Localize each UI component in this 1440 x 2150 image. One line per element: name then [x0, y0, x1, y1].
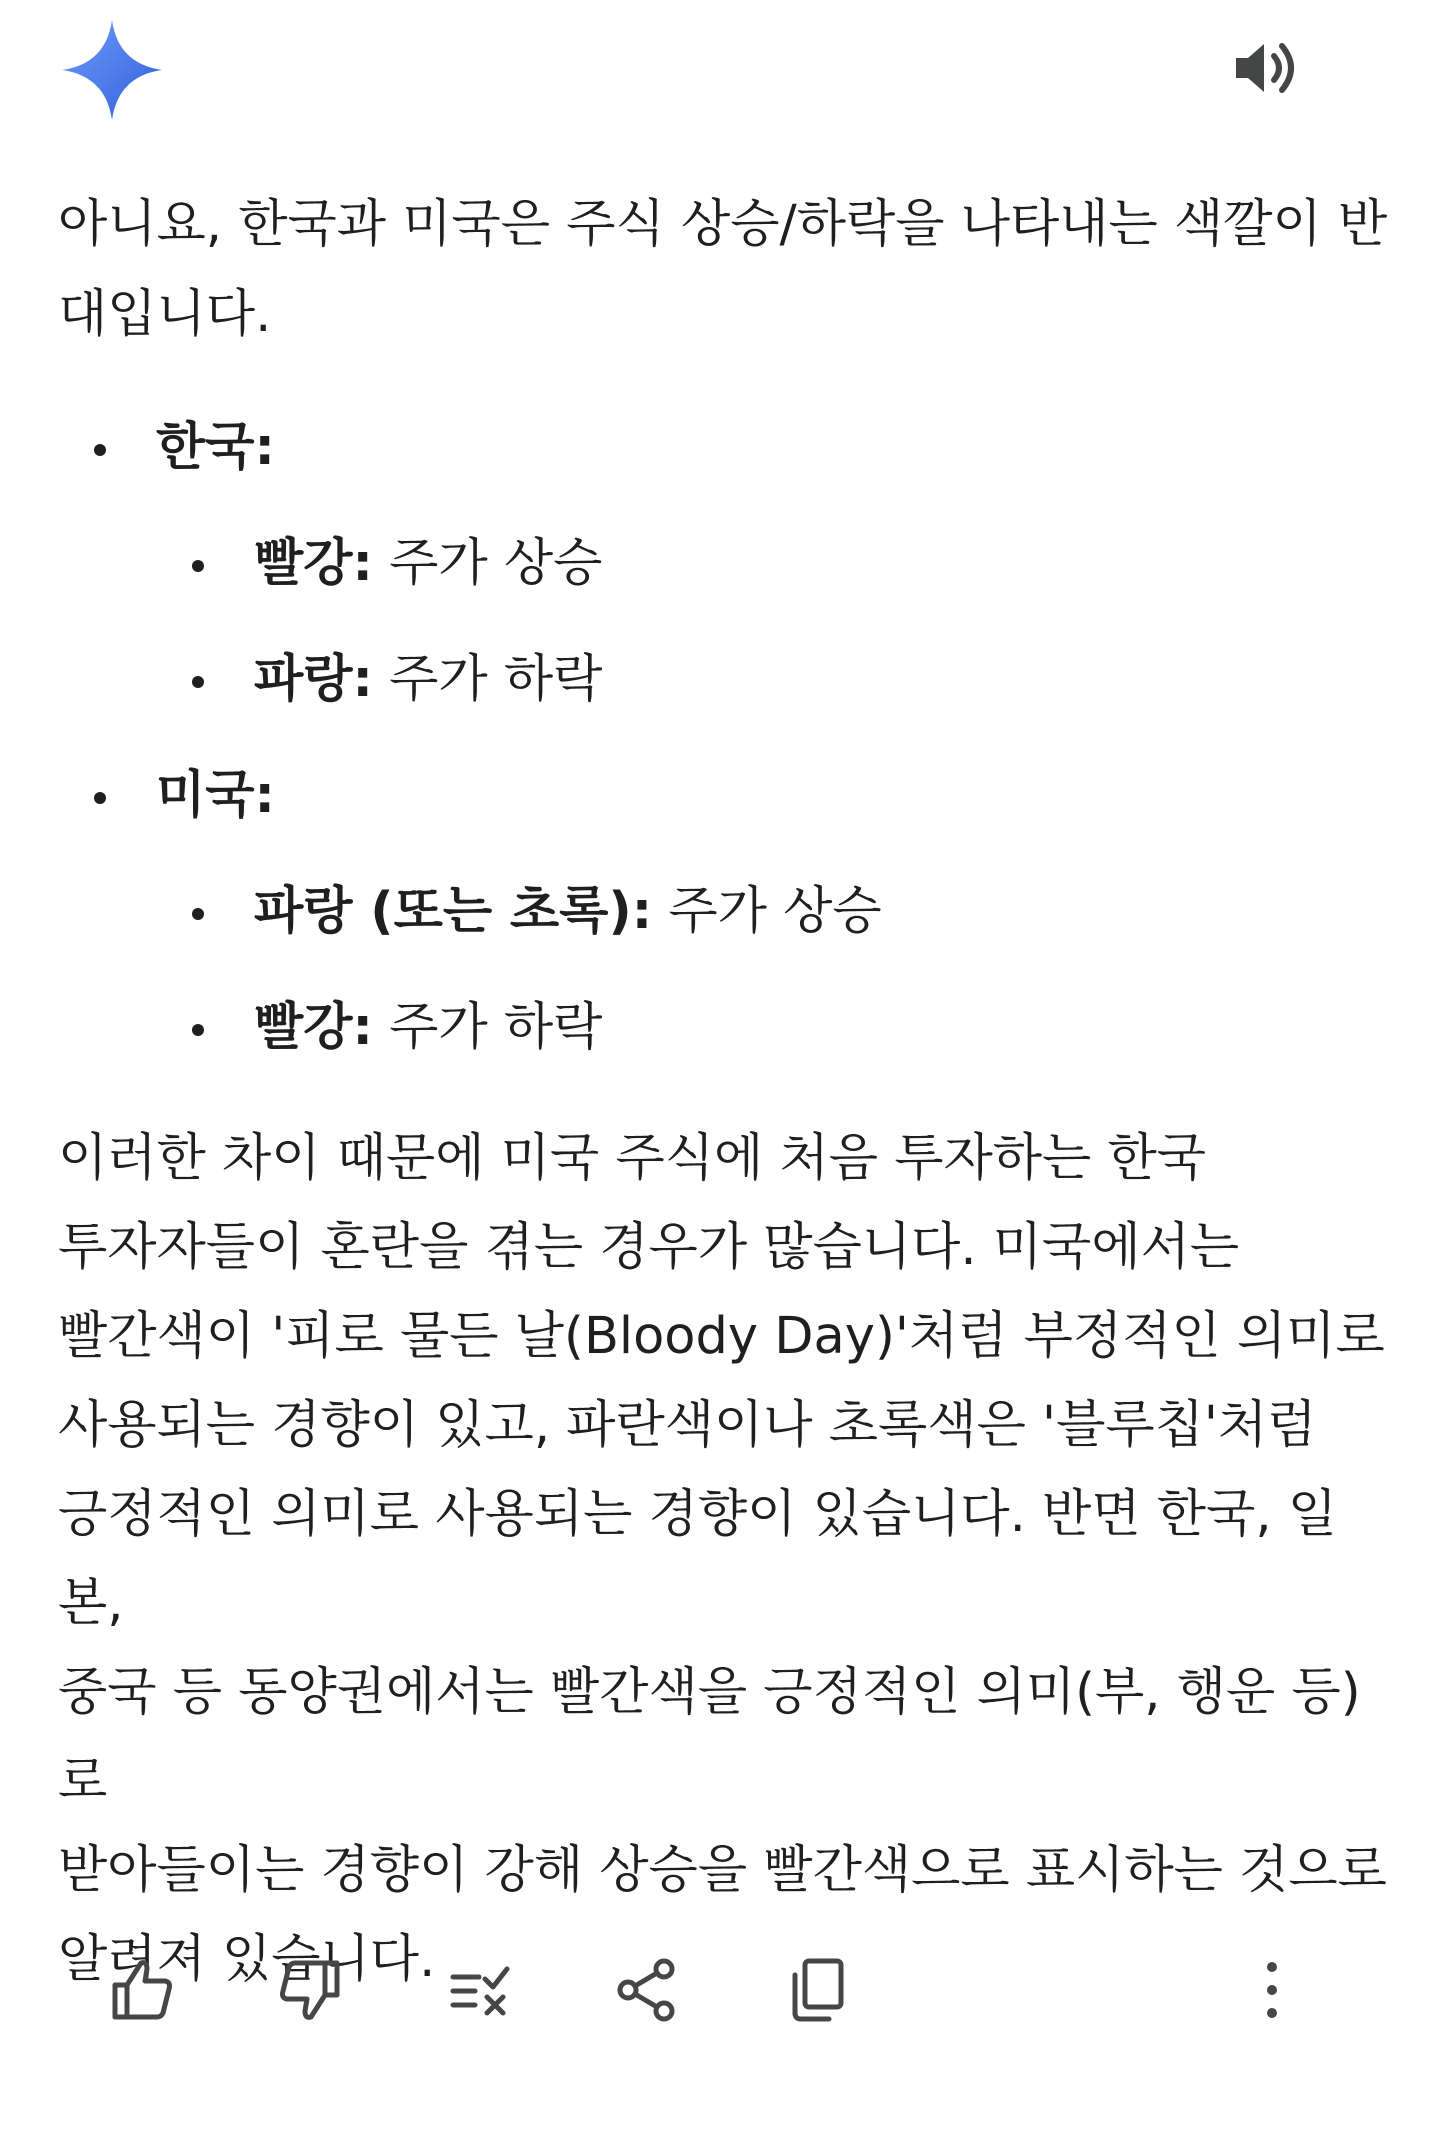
color-label: 빨강: — [254, 534, 373, 593]
color-meaning: 주가 상승 — [372, 534, 603, 593]
color-label: 파랑 (또는 초록): — [254, 882, 653, 941]
explanation-line: 중국 등 동양권에서는 빨간색을 긍정적인 의미(부, 행운 등)로 — [58, 1663, 1361, 1811]
list-item — [58, 970, 1388, 1086]
color-meaning: 주가 하락 — [372, 650, 603, 709]
response-header — [0, 0, 1440, 150]
list-item — [58, 506, 1388, 622]
list-item — [58, 854, 1388, 970]
country-list — [58, 390, 1388, 1086]
explanation-paragraph — [58, 1114, 1388, 2004]
copy-button[interactable] — [773, 1945, 863, 2035]
color-meaning: 주가 상승 — [652, 882, 882, 941]
color-list-korea — [58, 506, 1388, 738]
response-content — [58, 180, 1388, 2004]
thumbs-up-button[interactable] — [97, 1945, 187, 2035]
color-label: 파랑: — [254, 650, 373, 709]
explanation-line: 사용되는 경향이 있고, 파란색이나 초록색은 '블루칩'처럼 — [58, 1396, 1317, 1455]
list-item — [58, 622, 1388, 738]
thumbs-up-icon — [107, 1955, 177, 2025]
color-meaning: 주가 하락 — [372, 998, 603, 1057]
explanation-line: 알려져 있습니다. — [58, 1930, 436, 1989]
response-actions-bar — [0, 1945, 1440, 2035]
speaker-icon[interactable] — [1232, 36, 1304, 100]
intro-paragraph: 아니요, 한국과 미국은 주식 상승/하락을 나타내는 색깔이 반대입니다. — [58, 195, 1388, 344]
explanation-line: 받아들이는 경향이 강해 상승을 빨간색으로 표시하는 것으로 — [58, 1841, 1387, 1900]
country-label: 미국: — [156, 766, 275, 825]
country-item-usa — [58, 738, 1388, 854]
modify-response-button[interactable] — [435, 1945, 525, 2035]
more-vert-icon — [1237, 1955, 1307, 2025]
country-label: 한국: — [156, 418, 275, 477]
explanation-line: 빨간색이 '피로 물든 날(Bloody Day)'처럼 부정적인 의미로 — [58, 1307, 1385, 1366]
modify-response-icon — [445, 1955, 515, 2025]
explanation-line: 투자자들이 혼란을 겪는 경우가 많습니다. 미국에서는 — [58, 1218, 1240, 1277]
country-sublist-wrap-usa — [58, 854, 1388, 1086]
explanation-line: 긍정적인 의미로 사용되는 경향이 있습니다. 반면 한국, 일본, — [58, 1485, 1338, 1633]
share-icon — [612, 1955, 682, 2025]
color-label: 빨강: — [254, 998, 373, 1057]
explanation-line: 이러한 차이 때문에 미국 주식에 처음 투자하는 한국 — [58, 1129, 1207, 1188]
more-options-button[interactable] — [1227, 1945, 1317, 2035]
copy-icon — [783, 1955, 853, 2025]
thumbs-down-icon — [275, 1955, 345, 2025]
thumbs-down-button[interactable] — [265, 1945, 355, 2035]
country-item-korea — [58, 390, 1388, 506]
gemini-sparkle-icon — [60, 18, 164, 122]
color-list-usa — [58, 854, 1388, 1086]
country-sublist-wrap-korea — [58, 506, 1388, 738]
share-button[interactable] — [602, 1945, 692, 2035]
